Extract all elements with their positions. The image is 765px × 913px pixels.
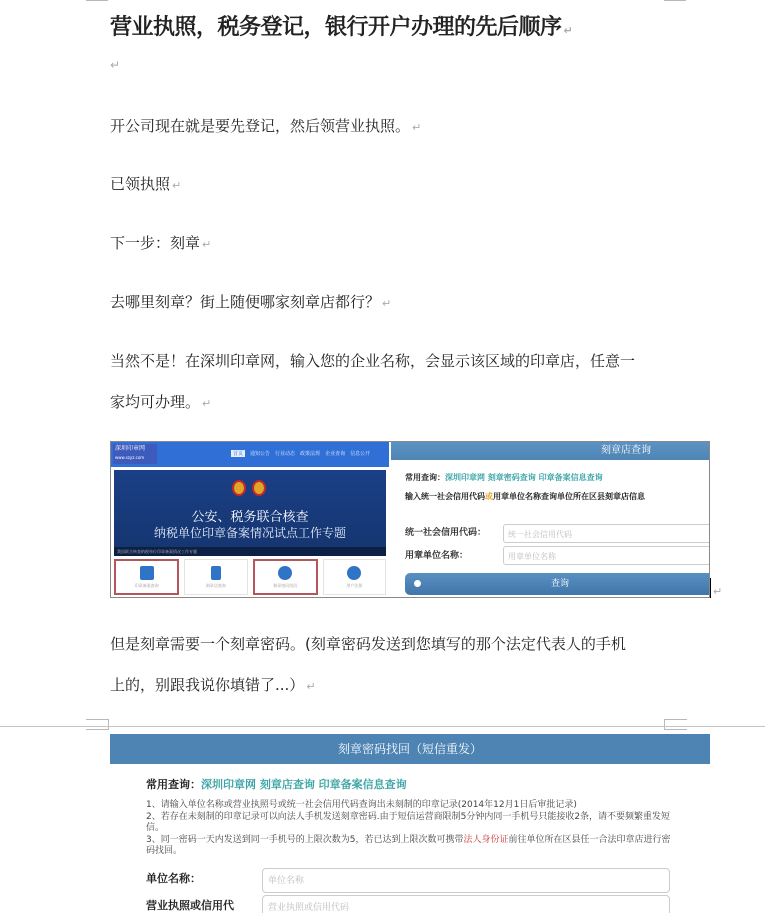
license-code-label: 营业执照或信用代 [146,899,234,912]
page-corner-mark-top-right [664,0,686,1]
nav-link: 信息公开 [350,451,371,457]
user-icon [347,566,361,580]
tile-password-recovery: 刻章密码找回 [253,559,318,595]
emblem-icons [232,480,266,496]
empty-paragraph-mark-icon: ↵ [110,58,121,72]
seal-shop-query-form-screenshot [391,442,710,597]
tax-emblem-icon [232,480,246,496]
paragraph-mark-icon: ↵ [202,238,212,251]
police-emblem-icon [252,480,266,496]
record-icon [140,566,154,580]
common-query-links: 常用查询：深圳印章网 刻章密码查询 印章备案信息查询 [405,473,603,482]
person-icon [211,566,221,580]
paragraph-mark-icon: ↵ [202,397,212,410]
paragraph-mark-icon: ↵ [563,24,573,37]
banner-heading: 公安、税务联合核查 [191,510,309,525]
search-icon [414,580,421,587]
tile-user-register: 用户注册 [323,559,386,595]
paragraph: 已领执照 ↵ [110,175,182,193]
company-name-input: 用章单位名称 [503,546,710,565]
site-logo: 深圳印章网 www.szyz.com [113,444,157,464]
service-tiles [114,559,386,595]
recovery-form-header: 刻章密码找回（短信重发） [110,734,710,764]
page-break-line [0,726,765,727]
company-name-label: 用章单位名称： [405,551,469,561]
banner-strip: 我国联合核查纳税单位印章备案情况工作专题 [114,547,386,556]
credit-code-input: 统一社会信用代码 [503,524,710,543]
refresh-user-icon [278,566,292,580]
recovery-instructions: 1、请输入单位名称或营业执照号或统一社会信用代码查询出未刻制的印章记录(2014年12月1日后审批记录) 2、若存在未刻制的印章记录可以向法人手机发送刻章密码.由于短信运营商限制5分钟内同一手机号只能接收2条，请不要频繁重发短信。 3、同一密码一天内发送到同一手机号的上限次数为5，若已达到上限次数可携带法人身份证前往单位所在区县任一合法印章店进行密码找回。 [146,800,671,856]
site-nav-links [231,450,370,457]
nav-link: 政策法规 [300,451,321,457]
paragraph: 开公司现在就是要先登记，然后领营业执照。 ↵ [110,117,422,135]
unit-name-input: 单位名称 [262,868,670,893]
site-nav-bar [111,442,389,467]
paragraph-mark-icon: ↵ [713,585,723,598]
document-title: 营业执照，税务登记，银行开户办理的先后顺序 ↵ [110,15,573,40]
site-banner [114,470,386,556]
website-homepage-screenshot [111,442,389,597]
paragraph: 家均可办理。 ↵ [110,393,212,411]
embedded-image-seal-shop-query[interactable] [110,441,710,598]
license-code-input: 营业执照或信用代码 [262,895,670,913]
page-corner-mark-bottom-right [664,719,687,730]
paragraph-mark-icon: ↵ [382,297,392,310]
form-header: 刻章店查询 [391,442,710,460]
paragraph-mark-icon: ↵ [412,121,422,134]
search-button: 查询 [405,573,710,595]
paragraph-mark-icon: ↵ [306,680,316,693]
embedded-image-password-recovery[interactable] [110,734,710,913]
credit-code-label: 统一社会信用代码： [405,528,487,538]
banner-subheading: 纳税单位印章备案情况试点工作专题 [153,526,346,540]
tile-seal-record-query: 印章备案查询 [114,559,179,595]
text-cursor [710,578,711,598]
common-query-links: 常用查询：深圳印章网 刻章店查询 印章备案信息查询 [146,778,407,791]
paragraph: 上的，别跟我说你填错了...） ↵ [110,676,316,694]
paragraph: 去哪里刻章？街上随便哪家刻章店都行？ ↵ [110,293,392,311]
nav-link: 通知公告 [250,451,271,457]
paragraph-mark-icon: ↵ [172,179,182,192]
paragraph: 但是刻章需要一个刻章密码。(刻章密码发送到您填写的那个法定代表人的手机 [110,635,626,653]
nav-link: 首页 [233,451,244,457]
page-corner-mark-top-left [86,0,108,1]
nav-link: 企业查询 [325,451,346,457]
nav-link: 行业动态 [275,451,296,457]
paragraph: 当然不是！在深圳印章网，输入您的企业名称，会显示该区域的印章店，任意一 [110,352,636,370]
paragraph: 下一步：刻章 ↵ [110,234,212,252]
form-hint: 输入统一社会信用代码或用章单位名称查询单位所在区县刻章店信息 [405,492,645,501]
page-corner-mark-bottom-left [86,719,109,730]
unit-name-label: 单位名称： [146,872,201,885]
tile-seal-shop-query: 刻章店查询 [184,559,247,595]
